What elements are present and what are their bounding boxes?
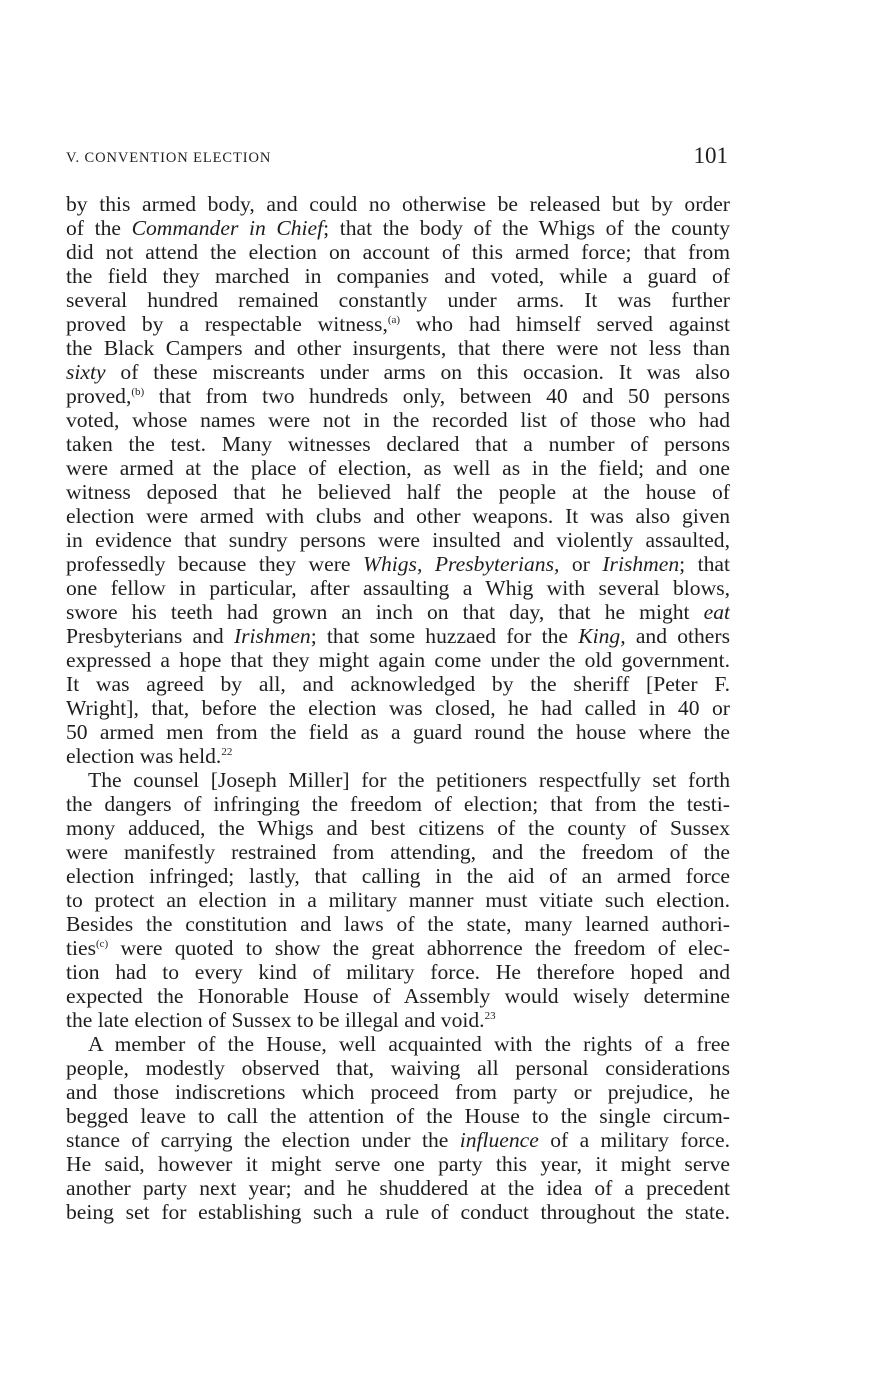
body-text: [66, 192, 730, 1224]
text-line: the field they marched in companies and voted, while a guard of: [66, 264, 730, 288]
paragraph-3: [66, 1032, 730, 1224]
text-line: swore his teeth had grown an inch on that day, that he might eat: [66, 600, 730, 624]
text-line: witness deposed that he believed half the people at the house of: [66, 480, 730, 504]
text-line: election were armed with clubs and other weapons. It was also given: [66, 504, 730, 528]
text-line: election was held.$^{22}$: [66, 744, 233, 768]
text-line: taken the test. Many witnesses declared that a number of persons: [66, 432, 730, 456]
text-line: were manifestly restrained from attending, and the freedom of the: [66, 840, 730, 864]
text-line: people, modestly observed that, waiving all personal considerations: [66, 1056, 730, 1080]
text-line: proved,$^{(b)}$ that from two hundreds only, between 40 and 50 persons: [66, 384, 730, 408]
text-line: several hundred remained constantly under arms. It was further: [66, 288, 730, 312]
text-line: by this armed body, and could no otherwise be released but by order: [66, 192, 730, 216]
text-line: the Black Campers and other insurgents, that there were not less than: [66, 336, 730, 360]
text-line: another party next year; and he shuddered at the idea of a precedent: [66, 1176, 730, 1200]
text-line: It was agreed by all, and acknowledged by the sheriff [Peter F.: [66, 672, 730, 696]
text-line: Wright], that, before the election was closed, he had called in 40 or: [66, 696, 730, 720]
paragraph-2: [66, 768, 730, 1032]
text-line: A member of the House, well acquainted with the rights of a free: [88, 1032, 730, 1056]
text-line: expressed a hope that they might again come under the old government.: [66, 648, 730, 672]
text-line: did not attend the election on account of this armed force; that from: [66, 240, 730, 264]
text-line: voted, whose names were not in the recorded list of those who had: [66, 408, 730, 432]
text-line: of the Commander in Chief; that the body of the Whigs of the county: [66, 216, 730, 240]
text-line: begged leave to call the attention of the House to the single circum-: [66, 1104, 730, 1128]
text-line: professedly because they were Whigs, Presbyterians, or Irishmen; that: [66, 552, 730, 576]
text-line: the late election of Sussex to be illegal and void.$^{23}$: [66, 1008, 496, 1032]
text-line: being set for establishing such a rule of conduct throughout the state.: [66, 1200, 730, 1224]
text-line: The counsel [Joseph Miller] for the petitioners respectfully set forth: [88, 768, 730, 792]
text-line: Presbyterians and Irishmen; that some huzzaed for the King, and others: [66, 624, 730, 648]
text-line: ties$^{(c)}$ were quoted to show the great abhorrence the freedom of elec-: [66, 936, 730, 960]
paragraph-1: [66, 192, 730, 768]
text-line: stance of carrying the election under the influence of a military force.: [66, 1128, 730, 1152]
text-line: tion had to every kind of military force. He therefore hoped and: [66, 960, 730, 984]
text-line: to protect an election in a military manner must vitiate such election.: [66, 888, 730, 912]
text-line: in evidence that sundry persons were insulted and violently assaulted,: [66, 528, 730, 552]
text-line: sixty of these miscreants under arms on this occasion. It was also: [66, 360, 730, 384]
text-line: Besides the constitution and laws of the state, many learned authori-: [66, 912, 730, 936]
text-line: 50 armed men from the field as a guard round the house where the: [66, 720, 730, 744]
running-head: [66, 143, 730, 173]
text-line: election infringed; lastly, that calling in the aid of an armed force: [66, 864, 730, 888]
text-line: proved by a respectable witness,$^{(a)}$ who had himself served against: [66, 312, 730, 336]
text-line: were armed at the place of election, as well as in the field; and one: [66, 456, 730, 480]
text-line: expected the Honorable House of Assembly would wisely determine: [66, 984, 730, 1008]
text-line: mony adduced, the Whigs and best citizens of the county of Sussex: [66, 816, 730, 840]
text-line: the dangers of infringing the freedom of election; that from the testi-: [66, 792, 730, 816]
text-line: one fellow in particular, after assaulting a Whig with several blows,: [66, 576, 730, 600]
text-line: and those indiscretions which proceed from party or prejudice, he: [66, 1080, 730, 1104]
section-title: V. CONVENTION ELECTION: [66, 150, 272, 166]
text-line: He said, however it might serve one party this year, it might serve: [66, 1152, 730, 1176]
page-number: 101: [693, 143, 728, 168]
